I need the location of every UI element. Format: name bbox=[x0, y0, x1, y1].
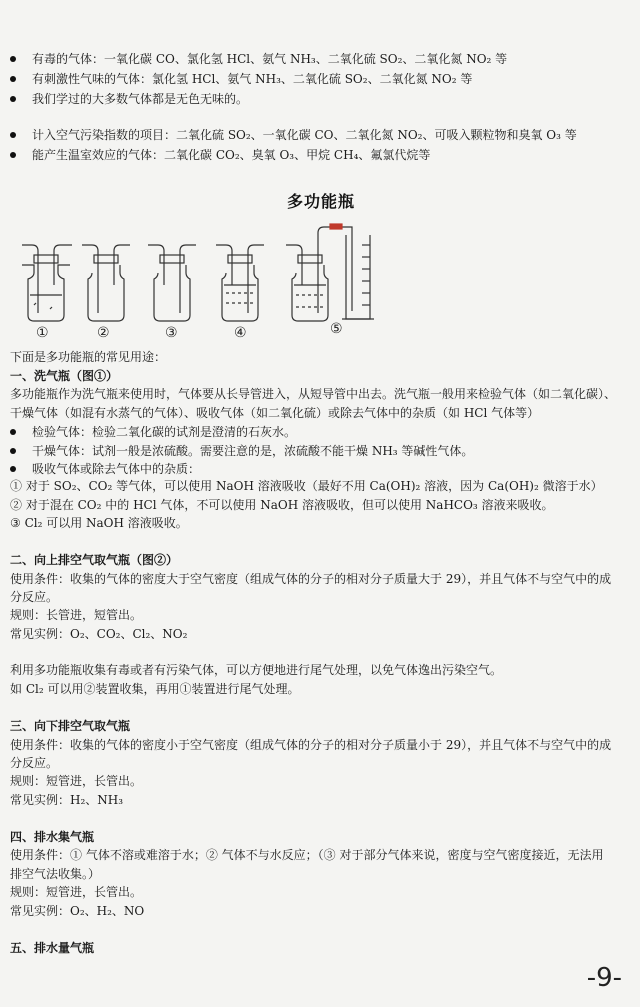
section-3-examples: 常见实例：H₂、NH₃ bbox=[10, 793, 124, 807]
figure-label-5: ⑤ bbox=[330, 321, 343, 337]
bullet-colorless-gases bbox=[10, 90, 248, 107]
section-1-bullet-test bbox=[10, 423, 296, 440]
multifunction-bottle-figure bbox=[0, 215, 640, 345]
section-1-bullet-dry bbox=[10, 442, 473, 459]
section-3-rule: 规则：短管进，长管出。 bbox=[10, 774, 143, 788]
section-2-heading: 二、向上排空气取气瓶（图②） bbox=[10, 553, 179, 567]
section-2-examples: 常见实例：O₂、CO₂、Cl₂、NO₂ bbox=[10, 627, 188, 641]
section-1-bullet-absorb bbox=[10, 460, 200, 477]
figure-label-1: ① bbox=[36, 325, 49, 341]
section-4-heading: 四、排水集气瓶 bbox=[10, 830, 95, 844]
bullet-text: 我们学过的大多数气体都是无色无味的。 bbox=[32, 92, 249, 106]
section-3-condition-line1: 使用条件：收集的气体的密度小于空气密度（组成气体的分子的相对分子质量小于 29），并且气体不与空气中的成 bbox=[10, 738, 612, 752]
section-3-condition-line2: 分反应。 bbox=[10, 756, 59, 770]
bullet-dot bbox=[10, 448, 16, 454]
section-4-condition-line1: 使用条件：① 气体不溶或难溶于水；② 气体不与水反应；（③ 对于部分气体来说，密度与空气密度接近，无法用 bbox=[10, 848, 604, 862]
section-2-rule: 规则：长管进，短管出。 bbox=[10, 608, 143, 622]
section-3-heading: 三、向下排空气取气瓶 bbox=[10, 719, 131, 733]
intro-text: 下面是多功能瓶的常见用途： bbox=[10, 350, 167, 364]
bullet-text: 吸收气体或除去气体中的杂质： bbox=[32, 462, 201, 476]
bullet-dot bbox=[10, 132, 16, 138]
section-1-para-line1: 多功能瓶作为洗气瓶来使用时，气体要从长导管进入，从短导管中出去。洗气瓶一般用来检验气体（如二氧化碳）、 bbox=[10, 387, 617, 401]
bullet-dot bbox=[10, 76, 16, 82]
bullet-text: 计入空气污染指数的项目：二氧化硫 SO₂、一氧化碳 CO、二氧化氮 NO₂、可吸入颗粒物和臭氧 O₃ 等 bbox=[32, 128, 577, 142]
section-1-item-3: ③ Cl₂ 可以用 NaOH 溶液吸收。 bbox=[10, 516, 188, 530]
bottle-1-icon bbox=[22, 245, 72, 321]
bullet-dot bbox=[10, 96, 16, 102]
bullet-text: 干燥气体：试剂一般是浓硫酸。需要注意的是，浓硫酸不能干燥 NH₃ 等碱性气体。 bbox=[32, 444, 474, 458]
section-4-rule: 规则：短管进，长管出。 bbox=[10, 885, 143, 899]
bullet-text: 能产生温室效应的气体：二氧化碳 CO₂、臭氧 O₃、甲烷 CH₄、氟氯代烷等 bbox=[32, 148, 431, 162]
figure-label-4: ④ bbox=[234, 325, 247, 341]
bottle-2-icon bbox=[82, 245, 130, 321]
section-2-note-line1: 利用多功能瓶收集有毒或者有污染气体，可以方便地进行尾气处理，以免气体逸出污染空气。 bbox=[10, 663, 503, 677]
figure-label-2: ② bbox=[97, 325, 110, 341]
bottle-5-icon bbox=[286, 224, 374, 321]
bottle-3-icon bbox=[148, 245, 196, 321]
section-5-heading: 五、排水量气瓶 bbox=[10, 941, 95, 955]
bullet-dot bbox=[10, 429, 16, 435]
section-2-condition-line1: 使用条件：收集的气体的密度大于空气密度（组成气体的分子的相对分子质量大于 29），并且气体不与空气中的成 bbox=[10, 572, 612, 586]
bullet-irritating-gases bbox=[10, 70, 472, 87]
section-2-note-line2: 如 Cl₂ 可以用②装置收集，再用①装置进行尾气处理。 bbox=[10, 682, 300, 696]
section-1-heading: 一、洗气瓶（图①） bbox=[10, 369, 119, 383]
bullet-text: 有刺激性气味的气体：氯化氢 HCl、氨气 NH₃、二氧化硫 SO₂、二氧化氮 NO₂ 等 bbox=[32, 72, 473, 86]
bullet-text: 检验气体：检验二氧化碳的试剂是澄清的石灰水。 bbox=[32, 425, 297, 439]
section-2-condition-line2: 分反应。 bbox=[10, 590, 59, 604]
section-1-item-2: ② 对于混在 CO₂ 中的 HCl 气体，不可以使用 NaOH 溶液吸收，但可以使用 NaHCO₃ 溶液来吸收。 bbox=[10, 498, 554, 512]
bullet-text: 有毒的气体：一氧化碳 CO、氯化氢 HCl、氨气 NH₃、二氧化硫 SO₂、二氧化氮 NO₂ 等 bbox=[32, 52, 508, 66]
figure-title: 多功能瓶 bbox=[287, 192, 356, 211]
bullet-dot bbox=[10, 466, 16, 472]
bullet-toxic-gases bbox=[10, 50, 507, 67]
bottle-4-icon bbox=[216, 245, 264, 321]
figure-label-3: ③ bbox=[165, 325, 178, 341]
section-1-para-line2: 干燥气体（如混有水蒸气的气体）、吸收气体（如二氧化硫）或除去气体中的杂质（如 HCl 气体等） bbox=[10, 406, 540, 420]
bullet-dot bbox=[10, 56, 16, 62]
bullet-dot bbox=[10, 152, 16, 158]
bullet-pollution-index bbox=[10, 126, 577, 143]
section-1-item-1: ① 对于 SO₂、CO₂ 等气体，可以使用 NaOH 溶液吸收（最好不用 Ca(OH)₂ 溶液，因为 Ca(OH)₂ 微溶于水） bbox=[10, 479, 603, 493]
section-4-examples: 常见实例：O₂、H₂、NO bbox=[10, 904, 145, 918]
section-4-condition-line2: 排空气法收集。） bbox=[10, 867, 101, 881]
page-number: -9- bbox=[586, 963, 622, 993]
bullet-greenhouse-gases bbox=[10, 146, 430, 163]
